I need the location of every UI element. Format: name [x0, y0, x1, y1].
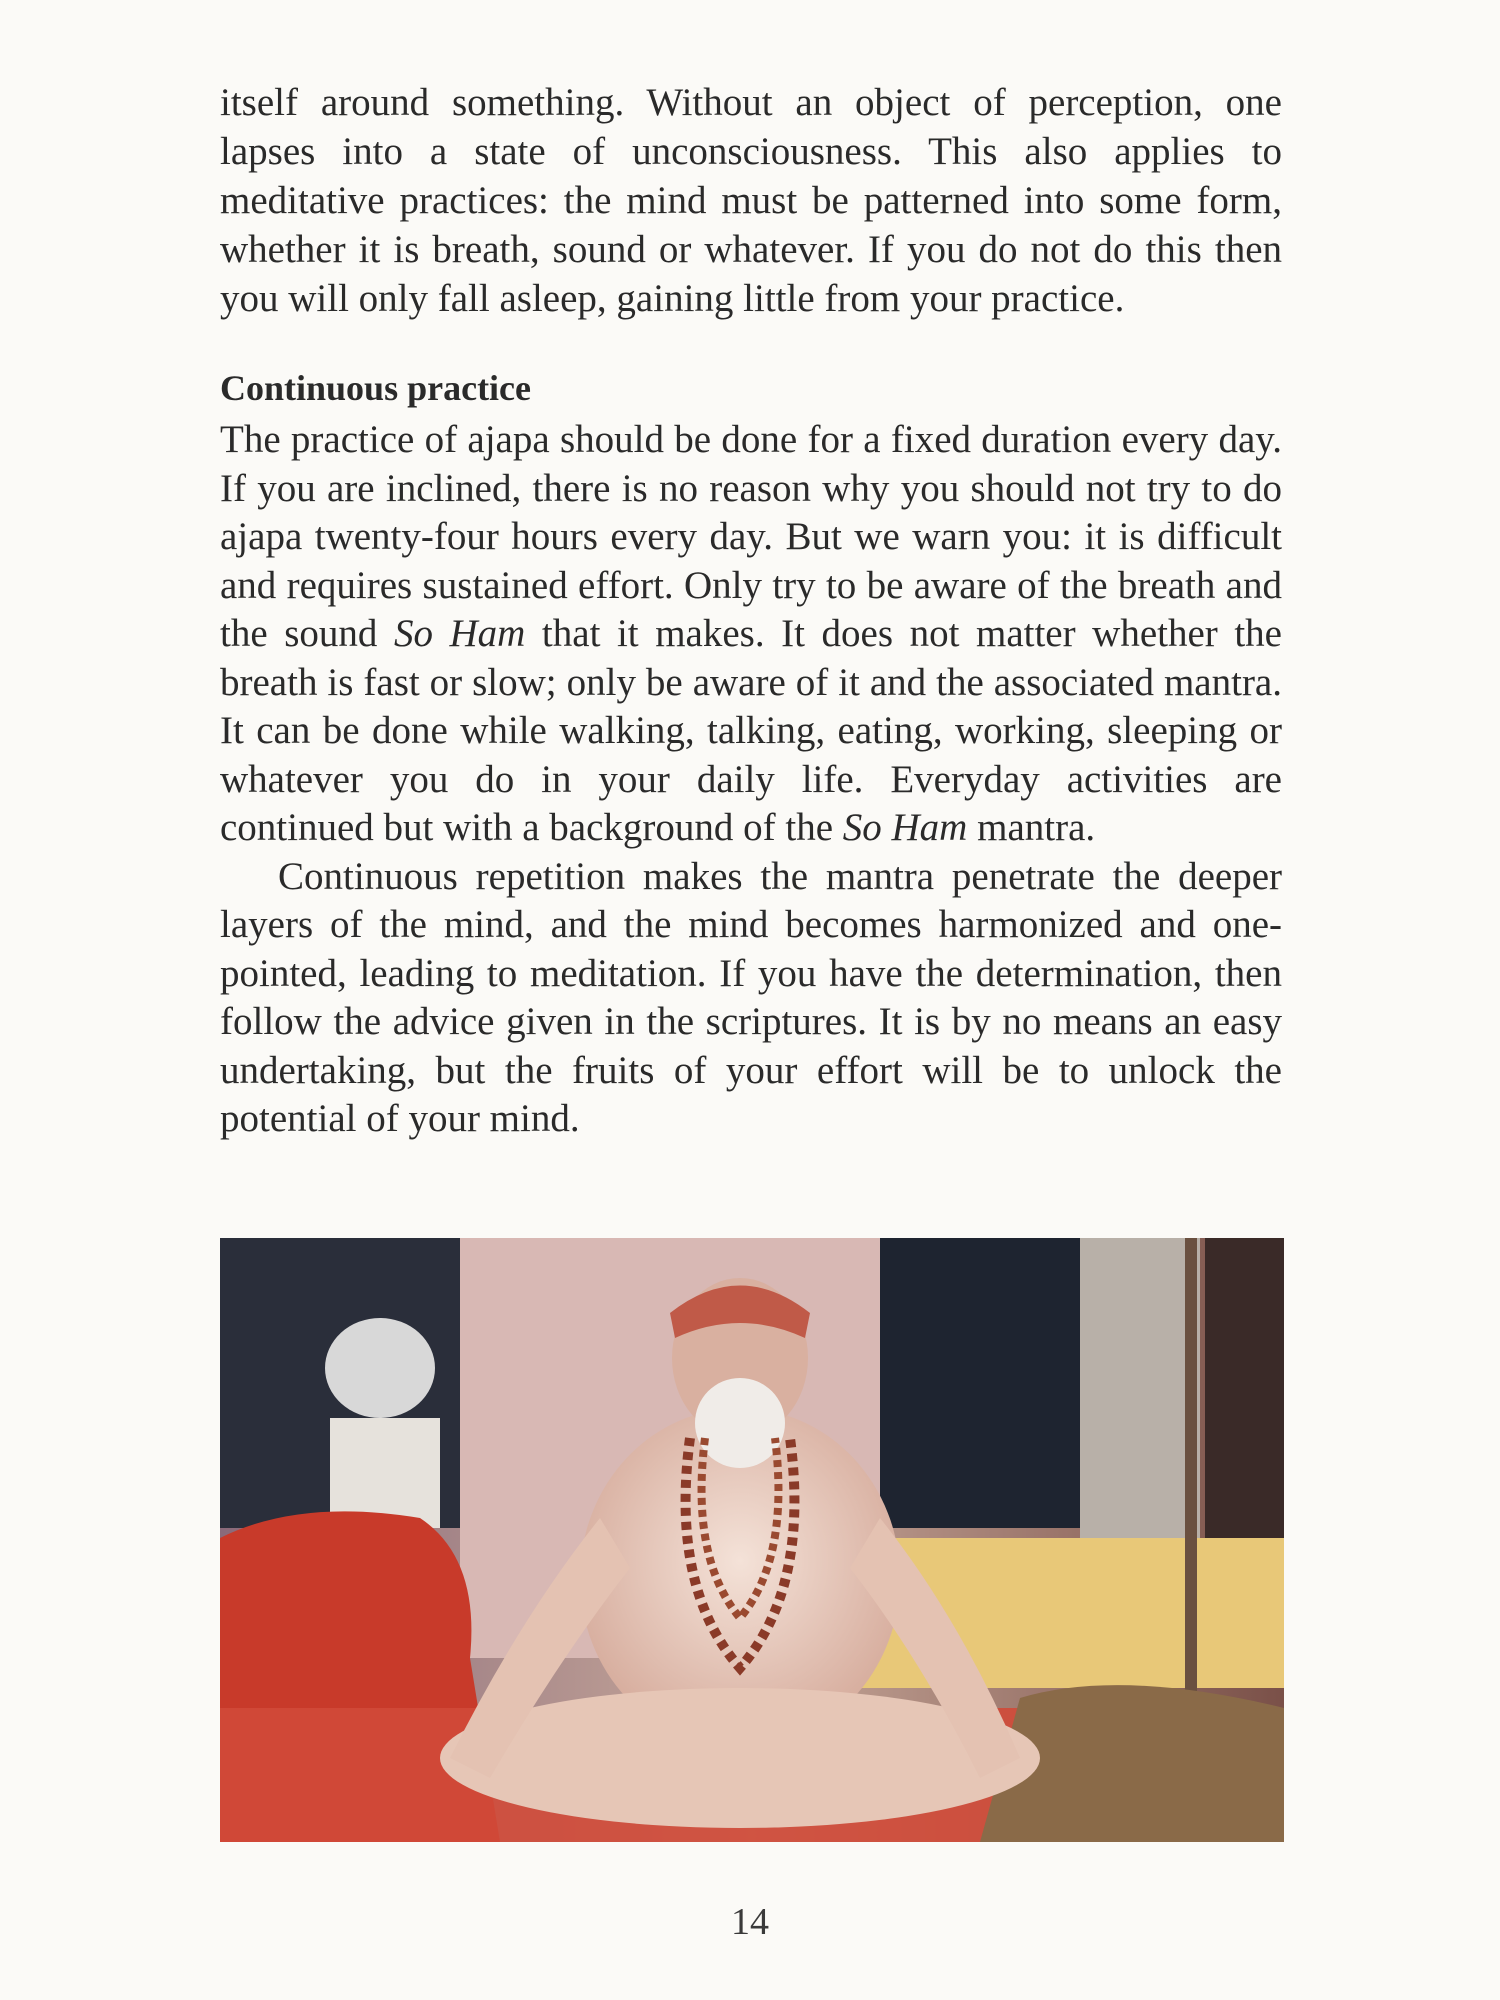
page-number: 14 [731, 1901, 769, 1943]
paragraph-1-part-b: that it makes. It does not matter whether the breath is fast or slow; only be aware of it and the associated mantra. It can be done while walking, talking, eating, working, sleeping or whatever you do in your daily life. Everyday activities are continued but with a background of the [220, 612, 1282, 849]
mantra-term: So Ham [842, 806, 968, 849]
photo-illustration [220, 1238, 1284, 1842]
paragraph-2: Continuous repetition makes the mantra penetrate the deeper layers of the mind, and the mind becomes harmonized and one-pointed, leading to meditation. If you have the determination, then follow the advice given in the scriptures. It is by no means an easy undertaking, but the fruits of your effort will be to unlock the potential of your mind. [220, 854, 1282, 1140]
paragraph-1-part-a: The practice of ajapa should be done for a fixed duration every day. If you are inclined, there is no reason why you should not try to do ajapa twenty-four hours every day. But we warn you: it is difficult and requires sustained effort. Only try to be aware of the breath and the sound [220, 418, 1282, 655]
staff [1185, 1238, 1197, 1708]
paragraph-1 [220, 416, 1282, 853]
mantra-term: So Ham [393, 612, 526, 655]
section-body [220, 416, 1282, 1144]
right-window [880, 1238, 1080, 1528]
section-heading: Continuous practice [220, 368, 532, 408]
intro-text [220, 78, 1282, 323]
intro-paragraph: itself around something. Without an object of perception, one lapses into a state of unconsciousness. This also applies to meditative practices: the mind must be patterned into some form, whether it is breath, sound or whatever. If you do not do this then you will only fall asleep, gaining little from your practice. [220, 81, 1282, 320]
white-beard [695, 1378, 785, 1468]
meditation-photo [220, 1238, 1284, 1842]
paragraph-1-part-c: mantra. [967, 806, 1096, 849]
